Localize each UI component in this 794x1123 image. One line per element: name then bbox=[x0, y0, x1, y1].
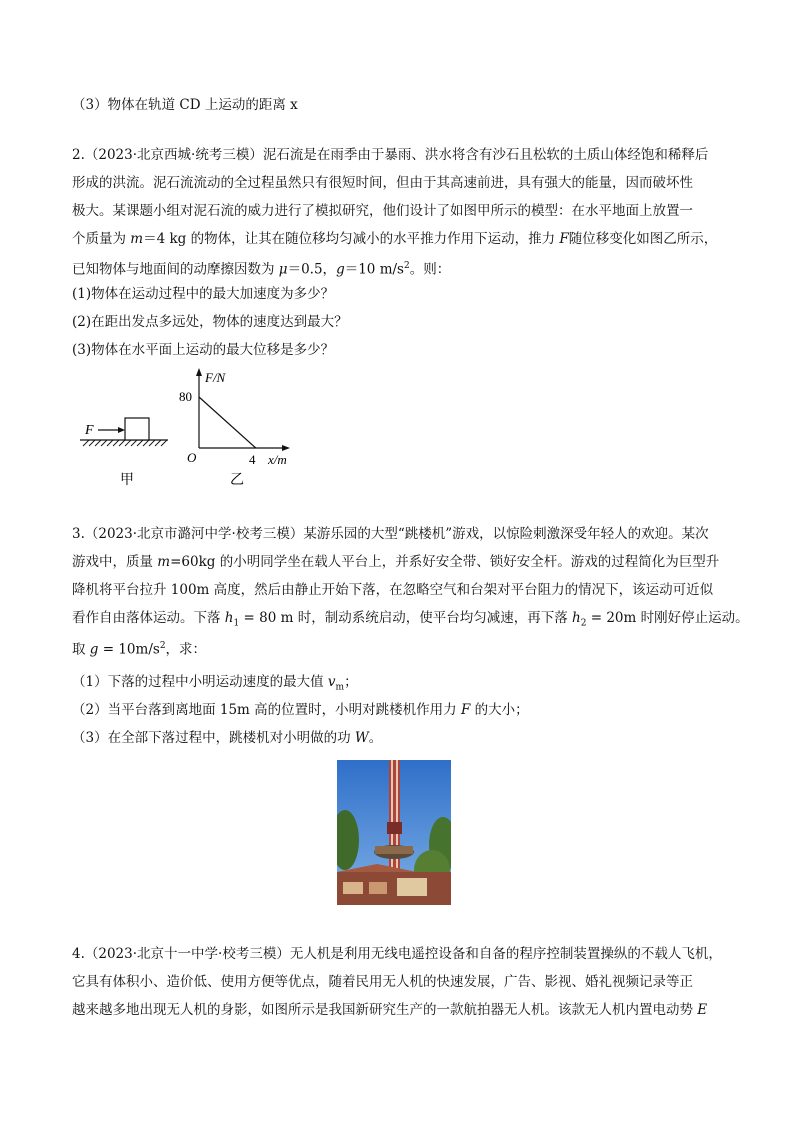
caption-yi: 乙 bbox=[230, 472, 244, 488]
ground-hatch bbox=[83, 440, 167, 446]
q3-sub-3: （3）在全部下落过程中，跳楼机对小明做的功 W。 bbox=[72, 730, 383, 746]
x-tick-label: 4 bbox=[249, 452, 256, 467]
y-axis-label: F/N bbox=[205, 370, 226, 385]
y-axis-arrow bbox=[196, 368, 202, 376]
origin-label: O bbox=[187, 450, 197, 465]
q4-line-2: 它具有体积小、造价低、使用方便等优点，随着民用无人机的快速发展，广告、影视、婚礼视频记录等正 bbox=[72, 974, 693, 990]
q2-line-5: 已知物体与地面间的动摩擦因数为 μ＝0.5，g＝10 $m/s^2$。则： bbox=[72, 261, 451, 278]
q3-sub-2: （2）当平台落到离地面 15m 高的位置时，小明对跳楼机作用力 F 的大小； bbox=[72, 702, 529, 718]
caption-jia: 甲 bbox=[120, 472, 134, 488]
q3-line-1: 3.（2023·北京市潞河中学·校考三模）某游乐园的大型“跳楼机”游戏，以惊险刺激深受年轻人的欢迎。某次 bbox=[72, 526, 709, 542]
y-tick-label: 80 bbox=[179, 389, 192, 404]
force-arrowhead bbox=[118, 427, 125, 433]
block bbox=[125, 418, 149, 440]
q2-line-2: 形成的洪流。泥石流流动的全过程虽然只有很短时间，但由于其高速前进，具有强大的能量，因而破坏性 bbox=[72, 175, 693, 191]
force-series-line bbox=[199, 397, 256, 448]
q2-sub-2: (2)在距出发点多远处，物体的速度达到最大？ bbox=[72, 314, 348, 330]
figure-jia bbox=[80, 418, 168, 488]
q1-part3: （3）物体在轨道 CD 上运动的距离 x bbox=[72, 97, 298, 113]
drop-tower-photo bbox=[337, 760, 451, 905]
q2-line-4: 个质量为 m＝4 kg 的物体，让其在随位移均匀减小的水平推力作用下运动，推力 F随位移变化如图乙所示， bbox=[72, 231, 718, 247]
q2-line-1: 2.（2023·北京西城·统考三模）泥石流是在雨季由于暴雨、洪水将含有沙石且松软的土质山体经饱和稀释后 bbox=[72, 147, 709, 163]
q2-sub-3: (3)物体在水平面上运动的最大位移是多少？ bbox=[72, 342, 335, 358]
x-axis-arrow bbox=[282, 445, 290, 451]
q4-line-3: 越来越多地出现无人机的身影，如图所示是我国新研究生产的一款航拍器无人机。该款无人机内置电动势 E bbox=[72, 1002, 708, 1018]
figure-yi bbox=[179, 368, 290, 488]
q3-line-3: 降机将平台拉升 100m 高度，然后由静止开始下落，在忽略空气和台架对平台阻力的情况下，该运动可近似 bbox=[72, 582, 714, 598]
force-label: F bbox=[85, 423, 94, 438]
q2-figure bbox=[70, 366, 310, 491]
q2-line-3: 极大。某课题小组对泥石流的威力进行了模拟研究，他们设计了如图甲所示的模型：在水平地面上放置一 bbox=[72, 203, 693, 219]
q4-line-1: 4.（2023·北京十一中学·校考三模）无人机是利用无线电遥控设备和自备的程序控制装置操纵的不载人飞机， bbox=[72, 946, 722, 962]
x-axis-label: x/m bbox=[268, 452, 287, 467]
q3-line-5: 取 $g = 10m/s^2$，求： bbox=[72, 641, 207, 658]
q2-sub-1: (1)物体在运动过程中的最大加速度为多少？ bbox=[72, 286, 335, 302]
q3-line-4: 看作自由落体运动。下落 $h_1 = 80$ m 时，制动系统启动，使平台均匀减速，再下落 $h_2 = 20m$ 时刚好停止运动。 bbox=[72, 610, 749, 629]
q3-line-2: 游戏中，质量 m=60kg 的小明同学坐在载人平台上，并系好安全带、锁好安全杆。游戏的过程简化为巨型升 bbox=[72, 554, 720, 570]
q3-sub-1: （1）下落的过程中小明运动速度的最大值 $v_m$； bbox=[72, 674, 358, 693]
